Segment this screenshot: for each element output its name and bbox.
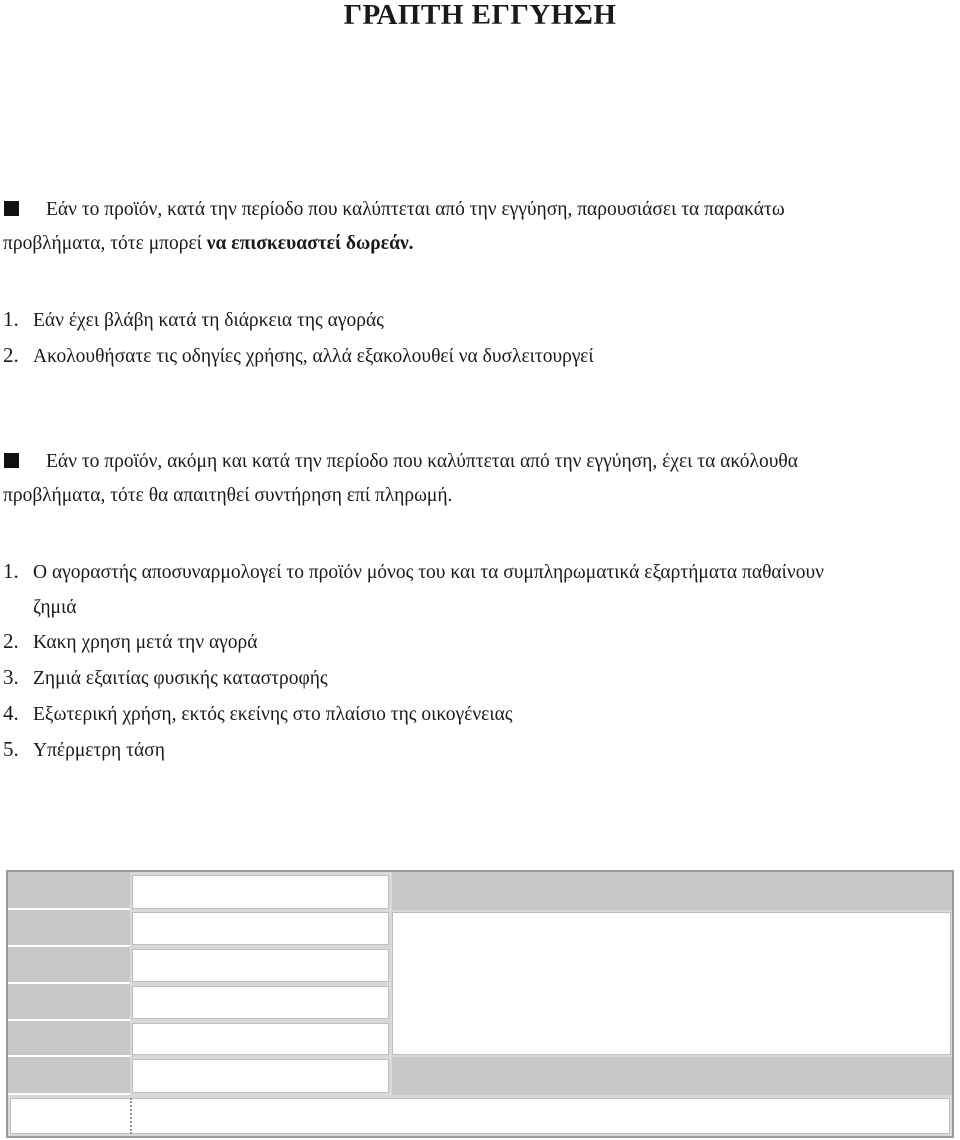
table-input-cell[interactable] [132,912,389,945]
paid-service-item-3: 3. Ζημιά εξαιτίας φυσικής καταστροφής [3,665,328,689]
table-label-cell [8,984,130,1021]
table-input-cell[interactable] [132,1059,389,1093]
free-repair-intro-line1: Εάν το προϊόν, κατά την περίοδο που καλύπτεται από την εγγύηση, παρουσιάσει τα παρακάτω [46,199,785,220]
table-label-cell [8,872,130,910]
table-header-strip [392,872,952,910]
free-repair-emphasis: να επισκευαστεί δωρεάν. [206,233,414,254]
paid-service-item-4: 4. Εξωτερική χρήση, εκτός εκείνης στο πλαίσιο της οικογένειας [3,701,513,725]
free-repair-item-1: 1. Εάν έχει βλάβη κατά τη διάρκεια της αγοράς [3,307,384,331]
table-label-cell [8,910,130,947]
table-label-cell [8,1057,130,1095]
table-input-cell[interactable] [132,949,389,982]
paid-service-item-1: 1. Ο αγοραστής αποσυναρμολογεί το προϊόν μόνος του και τα συμπληρωματικά εξαρτήματα παθαίνουν ζημιά [3,559,824,618]
table-label-cell [8,947,130,984]
warranty-card-table [6,870,954,1138]
table-input-cell[interactable] [132,875,389,909]
page-title: ΓΡΑΠΤΗ ΕΓΓΥΗΣΗ [343,0,617,31]
table-large-input-box[interactable] [392,912,951,1055]
bullet-square-icon [3,445,46,479]
table-input-cell[interactable] [132,986,389,1019]
paid-service-intro [3,445,953,513]
table-label-cell [8,1021,130,1057]
bullet-square-icon [3,193,46,227]
free-repair-item-2: 2. Ακολουθήσατε τις οδηγίες χρήσης, αλλά εξακολουθεί να δυσλειτουργεί [3,343,594,367]
paid-service-intro-line1: Εάν το προϊόν, ακόμη και κατά την περίοδο που καλύπτεται από την εγγύηση, έχει τα ακόλουθα [46,451,798,472]
paid-service-intro-line2: προβλήματα, τότε θα απαιτηθεί συντήρηση επί πληρωμή. [3,485,453,506]
paid-service-item-5: 5. Υπέρμετρη τάση [3,737,165,761]
table-footer-strip [392,1057,952,1095]
table-bottom-row[interactable] [10,1098,950,1134]
paid-service-item-2: 2. Κακη χρηση μετά την αγορά [3,629,258,653]
dotted-divider [130,1098,132,1134]
free-repair-intro [3,193,953,261]
free-repair-intro-line2: προβλήματα, τότε μπορεί [3,233,207,254]
table-input-cell[interactable] [132,1023,389,1055]
